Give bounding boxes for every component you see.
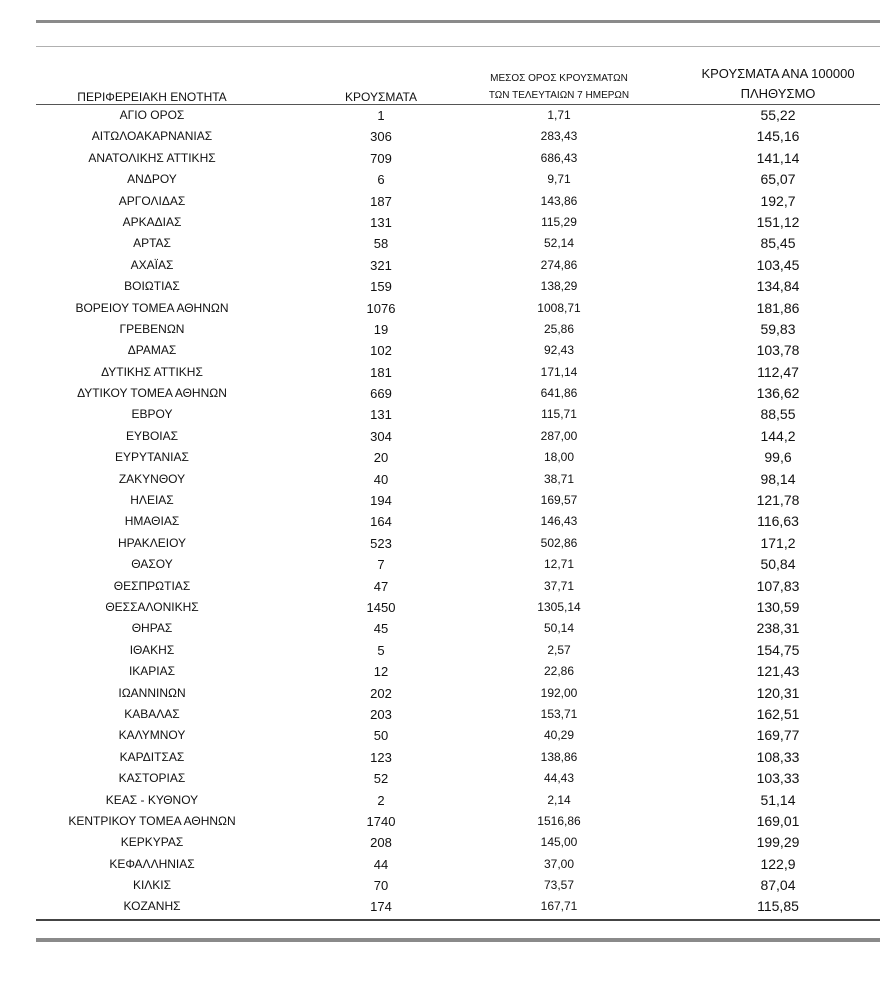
cell-avg: 12,71 xyxy=(543,557,575,572)
cell-region: ΔΥΤΙΚΟΥ ΤΟΜΕΑ ΑΘΗΝΩΝ xyxy=(77,386,227,401)
cell-per100k: 51,14 xyxy=(760,791,796,808)
cell-avg: 52,14 xyxy=(543,236,575,251)
cell-avg: 25,86 xyxy=(543,321,575,336)
cell-region: ΙΘΑΚΗΣ xyxy=(129,642,175,657)
cell-avg: 153,71 xyxy=(540,706,578,721)
cell-region: ΑΝΔΡΟΥ xyxy=(127,172,177,187)
header-avg-line2: ΤΩΝ ΤΕΛΕΥΤΑΙΩΝ 7 ΗΜΕΡΩΝ xyxy=(488,90,630,101)
cell-region: ΔΥΤΙΚΗΣ ΑΤΤΙΚΗΣ xyxy=(101,364,203,379)
cell-per100k: 136,62 xyxy=(756,385,800,402)
cell-region: ΚΟΖΑΝΗΣ xyxy=(123,899,181,914)
table-row xyxy=(36,683,880,704)
cell-per100k: 115,85 xyxy=(757,898,799,915)
cell-avg: 37,00 xyxy=(543,856,575,871)
table-row xyxy=(36,832,880,853)
cell-region: ΘΕΣΣΑΛΟΝΙΚΗΣ xyxy=(105,599,199,614)
table-row xyxy=(36,661,880,682)
cell-per100k: 154,75 xyxy=(756,641,800,658)
cell-region: ΘΑΣΟΥ xyxy=(131,557,173,572)
table-row xyxy=(36,490,880,511)
cell-per100k: 99,6 xyxy=(764,449,792,466)
cell-region: ΑΡΤΑΣ xyxy=(133,236,171,251)
cell-per100k: 151,12 xyxy=(756,213,800,230)
cell-cases: 123 xyxy=(370,749,392,765)
cell-region: ΚΙΛΚΙΣ xyxy=(132,878,172,893)
cell-region: ΗΡΑΚΛΕΙΟΥ xyxy=(117,535,187,550)
cell-avg: 171,14 xyxy=(540,364,578,379)
table-row xyxy=(36,148,880,169)
cell-region: ΕΥΒΟΙΑΣ xyxy=(125,428,179,443)
cell-cases: 58 xyxy=(373,236,389,252)
cell-cases: 70 xyxy=(373,878,389,894)
cell-avg: 283,43 xyxy=(540,129,578,144)
cell-cases: 12 xyxy=(373,664,389,680)
cell-per100k: 112,47 xyxy=(757,363,799,380)
table-row xyxy=(36,576,880,597)
cell-region: ΙΚΑΡΙΑΣ xyxy=(128,664,176,679)
cell-cases: 1 xyxy=(377,108,385,123)
cell-region: ΑΝΑΤΟΛΙΚΗΣ ΑΤΤΙΚΗΣ xyxy=(88,150,216,165)
cell-region: ΚΑΡΔΙΤΣΑΣ xyxy=(119,749,185,764)
cell-cases: 52 xyxy=(373,771,389,787)
cell-per100k: 122,9 xyxy=(760,855,796,872)
cell-avg: 44,43 xyxy=(543,771,575,786)
cell-region: ΑΓΙΟ ΟΡΟΣ xyxy=(119,108,185,122)
cell-avg: 138,86 xyxy=(540,749,578,764)
header-avg xyxy=(466,70,652,104)
table-row xyxy=(36,255,880,276)
cell-per100k: 65,07 xyxy=(760,171,796,188)
cell-avg: 115,29 xyxy=(541,214,577,229)
header-per100k-line1: ΚΡΟΥΣΜΑΤΑ ΑΝΑ 100000 xyxy=(701,66,855,81)
cell-avg: 22,86 xyxy=(543,664,575,679)
cell-cases: 709 xyxy=(370,150,392,166)
cell-per100k: 103,33 xyxy=(756,770,800,787)
table-row xyxy=(36,426,880,447)
table-row xyxy=(36,233,880,254)
cases-table xyxy=(36,60,880,917)
cell-region: ΗΜΑΘΙΑΣ xyxy=(124,514,180,529)
cell-region: ΚΑΛΥΜΝΟΥ xyxy=(118,728,186,743)
cell-avg: 143,86 xyxy=(540,193,578,208)
table-row xyxy=(36,854,880,875)
cell-cases: 1740 xyxy=(366,813,396,829)
cell-region: ΙΩΑΝΝΙΝΩΝ xyxy=(118,685,186,700)
table-row xyxy=(36,533,880,554)
cell-cases: 5 xyxy=(377,642,385,658)
table-row xyxy=(36,169,880,190)
cell-cases: 47 xyxy=(373,578,389,594)
cell-avg: 2,57 xyxy=(547,642,571,657)
cell-region: ΚΕΑΣ - ΚΥΘΝΟΥ xyxy=(105,792,199,807)
cell-cases: 321 xyxy=(370,257,392,273)
header-per100k xyxy=(676,64,880,104)
cell-cases: 2 xyxy=(377,792,385,808)
cell-avg: 138,29 xyxy=(540,279,578,294)
cell-cases: 187 xyxy=(370,193,392,209)
cell-avg: 50,14 xyxy=(543,621,575,636)
cell-per100k: 87,04 xyxy=(760,877,796,894)
cell-region: ΚΑΒΑΛΑΣ xyxy=(124,706,180,721)
cell-region: ΚΕΡΚΥΡΑΣ xyxy=(120,835,184,850)
cell-per100k: 121,78 xyxy=(756,492,800,509)
cell-avg: 192,00 xyxy=(540,685,578,700)
table-row xyxy=(36,811,880,832)
cell-per100k: 130,59 xyxy=(756,598,800,615)
cell-cases: 44 xyxy=(373,856,389,872)
cell-avg: 40,29 xyxy=(543,728,575,743)
table-row xyxy=(36,511,880,532)
cell-avg: 146,43 xyxy=(540,514,578,529)
table-row xyxy=(36,896,880,917)
cell-per100k: 85,45 xyxy=(760,235,796,252)
table-row xyxy=(36,875,880,896)
table-row xyxy=(36,126,880,147)
cell-region: ΑΧΑΪΑΣ xyxy=(130,257,174,272)
cell-region: ΕΒΡΟΥ xyxy=(131,407,173,422)
table-end-rule xyxy=(36,919,880,921)
table-row xyxy=(36,597,880,618)
cell-avg: 9,71 xyxy=(547,172,571,187)
table-row xyxy=(36,554,880,575)
cell-avg: 641,86 xyxy=(540,386,578,401)
cell-per100k: 59,83 xyxy=(760,320,796,337)
cell-region: ΗΛΕΙΑΣ xyxy=(130,493,174,508)
cell-per100k: 121,43 xyxy=(756,663,800,680)
cell-avg: 38,71 xyxy=(543,471,575,486)
table-row xyxy=(36,362,880,383)
table-body xyxy=(36,105,880,918)
cell-region: ΘΕΣΠΡΩΤΙΑΣ xyxy=(113,578,191,593)
header-region: ΠΕΡΙΦΕΡΕΙΑΚΗ ΕΝΟΤΗΤΑ xyxy=(77,90,227,104)
cell-avg: 167,71 xyxy=(540,899,578,914)
cell-per100k: 88,55 xyxy=(760,406,796,423)
table-header xyxy=(36,60,880,104)
cell-region: ΒΟΡΕΙΟΥ ΤΟΜΕΑ ΑΘΗΝΩΝ xyxy=(75,300,229,315)
cell-region: ΘΗΡΑΣ xyxy=(131,621,173,636)
cell-region: ΖΑΚΥΝΘΟΥ xyxy=(118,471,186,486)
cell-cases: 40 xyxy=(373,471,389,487)
cell-region: ΚΑΣΤΟΡΙΑΣ xyxy=(118,771,186,786)
table-row xyxy=(36,704,880,725)
cell-per100k: 134,84 xyxy=(756,278,800,295)
cell-region: ΚΕΝΤΡΙΚΟΥ ΤΟΜΕΑ ΑΘΗΝΩΝ xyxy=(68,813,236,828)
cell-cases: 19 xyxy=(373,321,389,337)
cell-per100k: 108,33 xyxy=(756,748,800,765)
top-rule-thin xyxy=(36,46,880,47)
cell-cases: 174 xyxy=(370,899,392,915)
cell-cases: 102 xyxy=(370,343,392,359)
cell-avg: 287,00 xyxy=(540,428,578,443)
cell-per100k: 98,14 xyxy=(760,470,796,487)
cell-cases: 208 xyxy=(370,835,392,851)
cell-cases: 203 xyxy=(370,706,392,722)
cell-per100k: 103,45 xyxy=(756,256,800,273)
cell-region: ΑΙΤΩΛΟΑΚΑΡΝΑΝΙΑΣ xyxy=(91,129,213,144)
cell-cases: 45 xyxy=(373,621,389,637)
table-row xyxy=(36,191,880,212)
cell-per100k: 169,77 xyxy=(756,727,800,744)
cell-per100k: 107,83 xyxy=(756,577,800,594)
cell-per100k: 144,2 xyxy=(760,427,796,444)
cell-avg: 18,00 xyxy=(543,450,575,465)
cell-cases: 50 xyxy=(373,728,389,744)
cell-avg: 73,57 xyxy=(543,878,575,893)
table-row xyxy=(36,747,880,768)
table-row xyxy=(36,340,880,361)
header-avg-line1: ΜΕΣΟΣ ΟΡΟΣ ΚΡΟΥΣΜΑΤΩΝ xyxy=(490,73,628,84)
cell-region: ΑΡΓΟΛΙΔΑΣ xyxy=(118,193,186,208)
cell-region: ΒΟΙΩΤΙΑΣ xyxy=(124,279,180,294)
header-per100k-line2: ΠΛΗΘΥΣΜΟ xyxy=(740,86,816,101)
cell-cases: 1450 xyxy=(366,599,396,615)
cell-region: ΚΕΦΑΛΛΗΝΙΑΣ xyxy=(109,856,195,871)
cell-per100k: 192,7 xyxy=(760,192,796,209)
cell-per100k: 50,84 xyxy=(760,556,796,573)
table-row xyxy=(36,319,880,340)
cell-per100k: 145,16 xyxy=(756,128,800,145)
cell-avg: 145,00 xyxy=(540,835,578,850)
cell-cases: 7 xyxy=(377,557,385,573)
table-row xyxy=(36,768,880,789)
cell-per100k: 181,86 xyxy=(756,299,800,316)
cell-per100k: 141,14 xyxy=(756,149,800,166)
cell-cases: 523 xyxy=(370,535,392,551)
cell-per100k: 55,22 xyxy=(760,107,796,123)
table-row xyxy=(36,276,880,297)
cell-cases: 202 xyxy=(370,685,392,701)
table-row xyxy=(36,790,880,811)
cell-cases: 306 xyxy=(370,129,392,145)
cell-avg: 1516,86 xyxy=(537,813,581,828)
cell-cases: 131 xyxy=(370,407,392,423)
table-row xyxy=(36,618,880,639)
cell-avg: 115,71 xyxy=(541,407,577,422)
cell-avg: 92,43 xyxy=(543,343,575,358)
cell-avg: 1305,14 xyxy=(537,599,581,614)
table-row xyxy=(36,212,880,233)
table-row xyxy=(36,383,880,404)
cell-region: ΔΡΑΜΑΣ xyxy=(127,343,177,358)
table-row xyxy=(36,640,880,661)
table-row xyxy=(36,105,880,126)
cell-per100k: 199,29 xyxy=(756,834,800,851)
table-row xyxy=(36,447,880,468)
cell-cases: 181 xyxy=(370,364,392,380)
cell-avg: 2,14 xyxy=(547,792,571,807)
cell-per100k: 238,31 xyxy=(756,620,800,637)
cell-per100k: 171,2 xyxy=(760,534,796,551)
cell-avg: 274,86 xyxy=(540,257,578,272)
cell-per100k: 169,01 xyxy=(756,812,800,829)
cell-avg: 502,86 xyxy=(540,535,578,550)
cell-cases: 164 xyxy=(370,514,392,530)
table-row xyxy=(36,404,880,425)
cell-cases: 6 xyxy=(377,172,385,188)
cell-per100k: 116,63 xyxy=(757,513,799,530)
cell-per100k: 103,78 xyxy=(756,342,800,359)
cell-region: ΕΥΡΥΤΑΝΙΑΣ xyxy=(115,450,189,465)
cell-cases: 194 xyxy=(370,493,392,509)
cell-cases: 131 xyxy=(370,214,392,230)
cell-cases: 669 xyxy=(370,386,392,402)
cell-avg: 1,71 xyxy=(547,108,571,122)
cell-per100k: 162,51 xyxy=(756,705,800,722)
cell-cases: 1076 xyxy=(366,300,396,316)
cell-cases: 159 xyxy=(370,279,392,295)
table-row xyxy=(36,725,880,746)
table-row xyxy=(36,298,880,319)
cell-avg: 686,43 xyxy=(540,150,578,165)
cell-cases: 304 xyxy=(370,428,392,444)
cell-region: ΑΡΚΑΔΙΑΣ xyxy=(122,214,182,229)
table-row xyxy=(36,469,880,490)
bottom-rule xyxy=(36,938,880,942)
cell-region: ΓΡΕΒΕΝΩΝ xyxy=(119,321,185,336)
cell-per100k: 120,31 xyxy=(756,684,800,701)
top-rule xyxy=(36,20,880,23)
cell-avg: 37,71 xyxy=(543,578,575,593)
header-cases: ΚΡΟΥΣΜΑΤΑ xyxy=(345,90,417,104)
cell-avg: 169,57 xyxy=(540,493,578,508)
cell-cases: 20 xyxy=(373,450,389,466)
cell-avg: 1008,71 xyxy=(537,300,581,315)
